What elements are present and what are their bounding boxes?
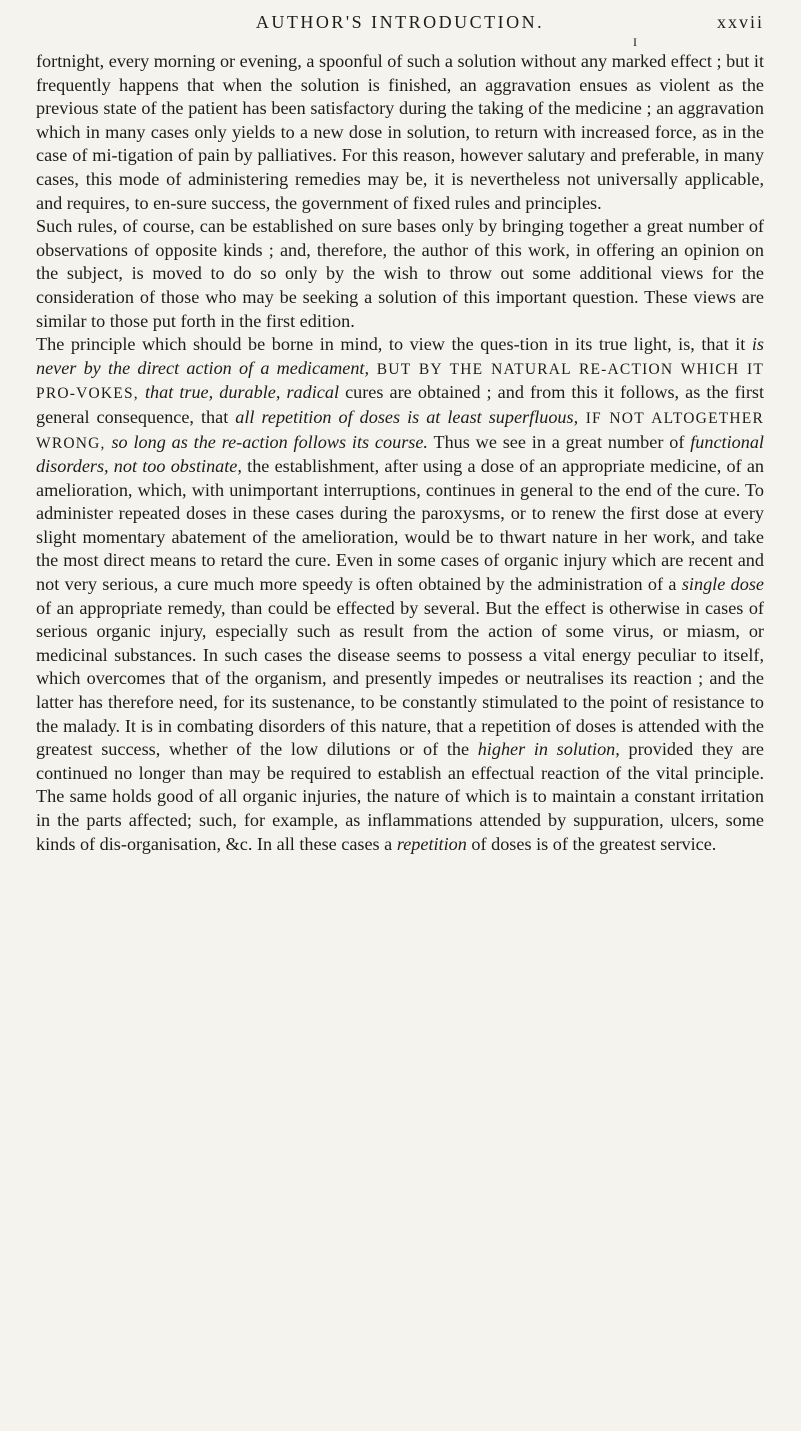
italic-phrase: single dose xyxy=(681,574,764,595)
text-run: cures are obtained ; and from this it follows, as the first general consequence, that xyxy=(36,382,765,427)
italic-phrase: that true, durable, radical xyxy=(144,382,339,403)
italic-phrase: so long as the re-action follows its course. xyxy=(111,431,428,452)
text-run: of an appropriate remedy, than could be effected by several. But the effect is otherwise in cases of serious organic injury, especially such as result from the action of some virus, or miasm, or medicinal substances. In such cases the disease seems to possess a vital energy peculiar to itself, which overcomes that of the organism, and presently impedes or neutralises its reaction ; and the latter has therefore need, for its sustenance, to be constantly stimulated to the point of resistance to the malady. It is in combating disorders of this nature, that a repetition of doses is attended with the greatest success, whether of the low dilutions or of the xyxy=(36,597,764,760)
italic-phrase: is never by the direct action of a medicament, xyxy=(36,334,764,378)
text-run: Such rules, of course, can be established on sure bases only by bringing together a great number of observations of opposite kinds ; and, therefore, the author of this work, in offering an opinion on the subject, is moved to do so only by the wish to throw out some additional views for the consideration of those who may be seeking a solution of this important question. These views are similar to those put forth in the first edition. xyxy=(36,216,764,331)
italic-phrase: higher in solution, xyxy=(477,739,620,760)
italic-phrase: all repetition of doses is at least superfluous, xyxy=(235,406,579,427)
text-run: of doses is of the greatest service. xyxy=(466,833,717,854)
running-title: AUTHOR'S INTRODUCTION. xyxy=(255,12,545,32)
page-number: xxvii xyxy=(716,12,764,32)
paragraph xyxy=(36,333,764,856)
text-run: fortnight, every morning or evening, a spoonful of such a solution without any marked effect ; but it frequently happens that when the solution is finished, an aggravation ensues as violent as the previous state of the patient has been satisfactory during the taking of the medicine ; an aggravation which in many cases only yields to a new dose in solution, to return with increased force, as in the case of mi-tigation of pain by palliatives. For this reason, however salutary and preferable, in many cases, this mode of administering remedies may be, it is nevertheless not universally applicable, and requires, to en-sure success, the government of fixed rules and principles. xyxy=(36,51,764,213)
text-run: Thus we see in a great number of xyxy=(427,431,691,452)
small-caps-phrase: IF NOT ALTOGETHER WRONG, xyxy=(36,409,765,452)
italic-phrase: functional disorders, not too obstinate, xyxy=(36,431,764,477)
italic-phrase: repetition xyxy=(396,833,467,854)
text-run: provided they are continued no longer than may be required to establish an effectual reaction of the vital principle. The same holds good of all organic injuries, the nature of which is to maintain a constant irritation in the parts affected; such, for example, as inflammations attended by suppuration, ulcers, some kinds of dis-organisation, &c. In all these cases a xyxy=(36,739,764,854)
body-text xyxy=(36,50,764,856)
running-head xyxy=(36,8,764,49)
small-caps-phrase: BUT BY THE NATURAL RE-ACTION WHICH IT PRO-VOKES, xyxy=(36,360,764,403)
printer-mark: I xyxy=(633,35,637,49)
text-run: The principle which should be borne in mind, to view the ques-tion in its true light, is, that it xyxy=(36,334,752,355)
text-run: the establishment, after using a dose of an appropriate medicine, of an amelioration, which, with unimportant interruptions, continues in general to the end of the cure. To administer repeated doses in these cases during the paroxysms, or to renew the first dose at every slight momentary abatement of the amelioration, would be to thwart nature in her work, and take the most direct means to retard the cure. Even in some cases of organic injury which are recent and not very serious, a cure much more speedy is often obtained by the administration of a xyxy=(36,456,764,595)
paragraph xyxy=(36,215,764,333)
book-page xyxy=(36,0,764,1431)
paragraph xyxy=(36,50,764,215)
